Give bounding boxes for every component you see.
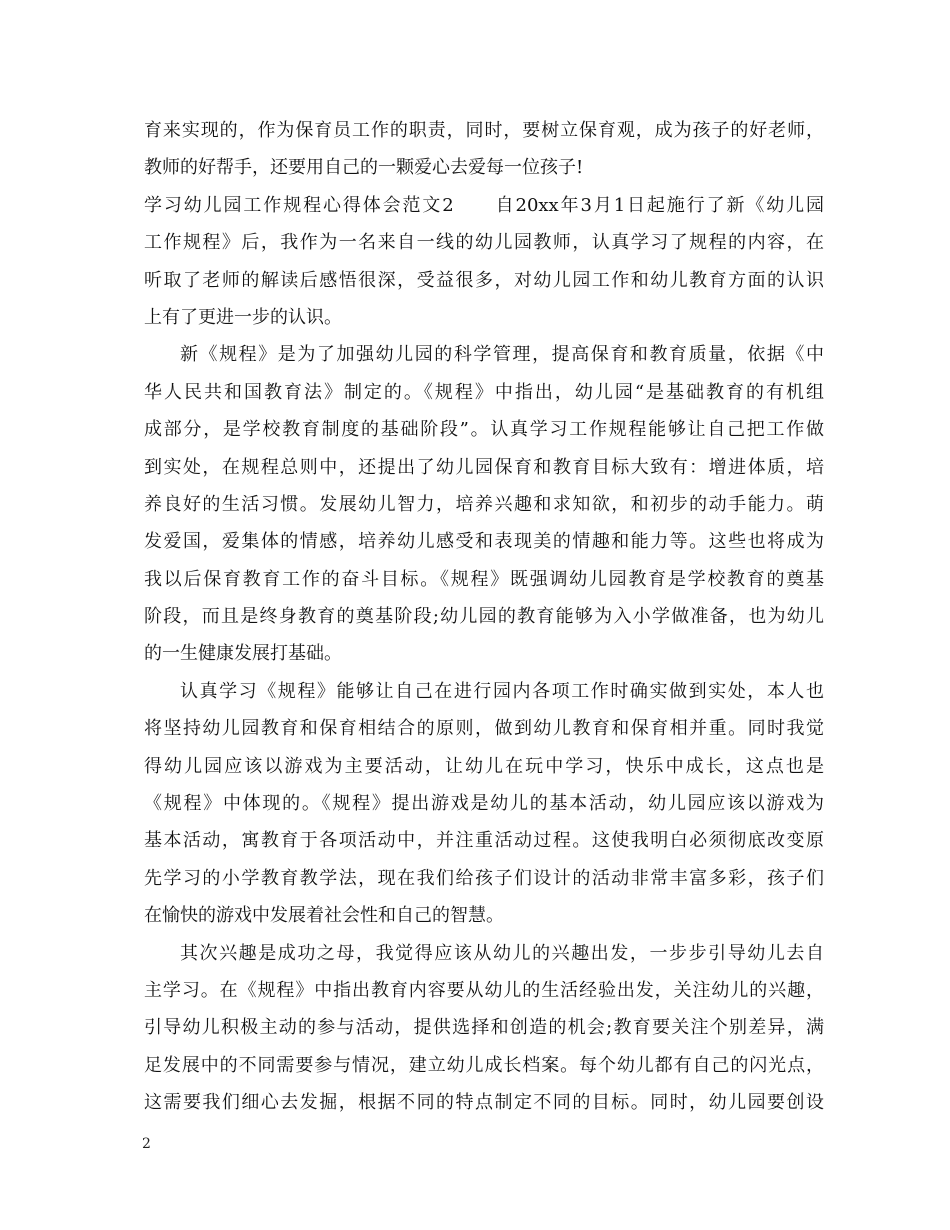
text-line: 养良好的生活习惯。发展幼儿智力，培养兴趣和求知欲，和初步的动手能力。萌 (144, 493, 824, 515)
text-line: 这需要我们细心去发掘，根据不同的特点制定不同的目标。同时，幼儿园要创设 (144, 1092, 824, 1114)
text-line: 上有了更进一步的认识。 (144, 306, 342, 328)
text-line: 认真学习《规程》能够让自己在进行园内各项工作时确实做到实处，本人也 (180, 680, 824, 702)
text-line: 其次兴趣是成功之母，我觉得应该从幼儿的兴趣出发，一步步引导幼儿去自 (180, 942, 824, 964)
text-line: 工作规程》后，我作为一名来自一线的幼儿园教师，认真学习了规程的内容，在 (144, 232, 824, 254)
text-line: 先学习的小学教育教学法，现在我们给孩子们设计的活动非常丰富多彩，孩子们 (144, 867, 824, 889)
text-line: 发爱国，爱集体的情感，培养幼儿感受和表现美的情趣和能力等。这些也将成为 (144, 531, 824, 553)
text-line: 基本活动，寓教育于各项活动中，并注重活动过程。这使我明白必须彻底改变原 (144, 830, 824, 852)
text-line: 足发展中的不同需要参与情况，建立幼儿成长档案。每个幼儿都有自己的闪光点， (144, 1054, 824, 1076)
text-line: 得幼儿园应该以游戏为主要活动，让幼儿在玩中学习，快乐中成长，这点也是 (144, 755, 824, 777)
section-title: 学习幼儿园工作规程心得体会范文2 (144, 194, 454, 216)
text-line-content: 自20xx年3月1日起施行了新《幼儿园 (493, 194, 824, 216)
text-line: 育来实现的，作为保育员工作的职责，同时，要树立保育观，成为孩子的好老师， (144, 120, 824, 141)
text-line (144, 187, 824, 224)
text-line: 我以后保育教育工作的奋斗目标。《规程》既强调幼儿园教育是学校教育的奠基 (144, 568, 824, 590)
text-line: 阶段，而且是终身教育的奠基阶段;幼儿园的教育能够为入小学做准备，也为幼儿 (144, 606, 824, 628)
text-line: 《规程》中体现的。《规程》提出游戏是幼儿的基本活动，幼儿园应该以游戏为 (144, 793, 824, 815)
body-text (144, 112, 824, 1122)
text-line: 教师的好帮手，还要用自己的一颗爱心去爱每一位孩子! (144, 157, 584, 179)
text-line: 在愉快的游戏中发展着社会性和自己的智慧。 (144, 905, 504, 927)
text-line: 主学习。在《规程》中指出教育内容要从幼儿的生活经验出发，关注幼儿的兴趣， (144, 979, 824, 1001)
text-line: 听取了老师的解读后感悟很深，受益很多，对幼儿园工作和幼儿教育方面的认识 (144, 269, 824, 291)
page-number: 2 (142, 1136, 151, 1152)
text-line: 引导幼儿积极主动的参与活动，提供选择和创造的机会;教育要关注个别差异，满 (144, 1017, 824, 1039)
text-line: 的一生健康发展打基础。 (144, 643, 342, 665)
text-line: 到实处，在规程总则中，还提出了幼儿园保育和教育目标大致有：增进体质，培 (144, 456, 824, 478)
text-line: 新《规程》是为了加强幼儿园的科学管理，提高保育和教育质量，依据《中 (180, 344, 824, 366)
text-line: 成部分，是学校教育制度的基础阶段”。认真学习工作规程能够让自己把工作做 (144, 419, 824, 441)
text-line: 将坚持幼儿园教育和保育相结合的原则，做到幼儿教育和保育相并重。同时我觉 (144, 718, 824, 740)
text-line: 华人民共和国教育法》制定的。《规程》中指出，幼儿园“是基础教育的有机组 (144, 381, 824, 403)
